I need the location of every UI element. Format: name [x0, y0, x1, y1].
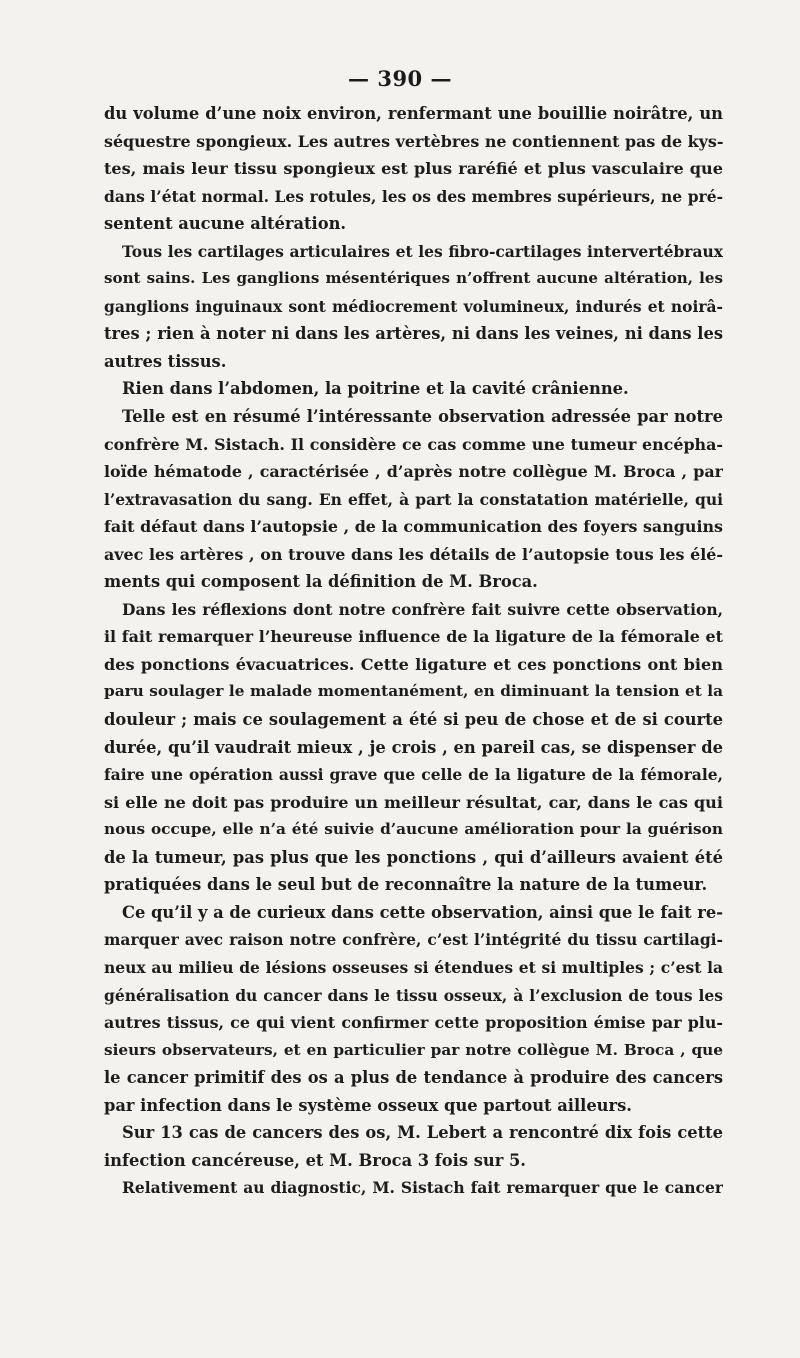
text-line: ganglions inguinaux sont médiocrement volumineux, indurés et noirâ- — [104, 296, 723, 316]
text-line: Relativement au diagnostic, M. Sistach fait remarquer que le cancer — [122, 1178, 723, 1198]
text-line: sont sains. Les ganglions mésentériques n’offrent aucune altération, les — [104, 269, 723, 288]
text-line: l’extravasation du sang. En effet, à part la constatation matérielle, qui — [104, 489, 723, 509]
text-line: loïde hématode , caractérisée , d’après notre collègue M. Broca , par — [104, 462, 723, 482]
body-text — [104, 100, 723, 1202]
text-line: tes, mais leur tissu spongieux est plus raréfié et plus vasculaire que — [104, 159, 723, 179]
text-line: autres tissus, ce qui vient confirmer cette proposition émise par plu- — [104, 1013, 723, 1033]
text-line: du volume d’une noix environ, renfermant une bouillie noirâtre, un — [104, 104, 723, 123]
text-line: de la tumeur, pas plus que les ponctions , qui d’ailleurs avaient été — [104, 847, 723, 867]
text-line: tres ; rien à noter ni dans les artères, ni dans les veines, ni dans les — [104, 324, 723, 344]
text-line: séquestre spongieux. Les autres vertèbres ne contiennent pas de kys- — [104, 131, 723, 151]
text-line: par infection dans le système osseux que partout ailleurs. — [104, 1095, 632, 1115]
text-line: il fait remarquer l’heureuse influence de la ligature de la fémorale et — [104, 627, 723, 647]
text-line: fait défaut dans l’autopsie , de la communication des foyers sanguins — [104, 517, 723, 537]
text-line: marquer avec raison notre confrère, c’est l’intégrité du tissu cartilagi- — [104, 930, 723, 950]
text-line: pratiquées dans le seul but de reconnaître la nature de la tumeur. — [104, 875, 708, 895]
text-line: généralisation du cancer dans le tissu osseux, à l’exclusion de tous les — [104, 985, 723, 1005]
text-line: confrère M. Sistach. Il considère ce cas comme une tumeur encépha- — [104, 434, 723, 454]
text-line: sieurs observateurs, et en particulier par notre collègue M. Broca , que — [104, 1040, 723, 1059]
text-line: paru soulager le malade momentanément, en diminuant la tension et la — [104, 682, 723, 701]
text-line: avec les artères , on trouve dans les détails de l’autopsie tous les élé- — [104, 544, 723, 564]
text-line: si elle ne doit pas produire un meilleur résultat, car, dans le cas qui — [104, 792, 723, 812]
text-line: neux au milieu de lésions osseuses si étendues et si multiples ; c’est la — [104, 957, 723, 977]
text-line: nous occupe, elle n’a été suivie d’aucune amélioration pour la guérison — [104, 820, 723, 839]
text-line: infection cancéreuse, et M. Broca 3 fois sur 5. — [104, 1150, 526, 1170]
text-line: faire une opération aussi grave que celle de la ligature de la fémorale, — [104, 765, 723, 785]
text-line: le cancer primitif des os a plus de tendance à produire des cancers — [104, 1068, 723, 1088]
text-line: autres tissus. — [104, 351, 227, 371]
text-line: des ponctions évacuatrices. Cette ligature et ces ponctions ont bien — [104, 654, 723, 674]
text-line: Tous les cartilages articulaires et les fibro-cartilages intervertébraux — [122, 241, 723, 261]
text-line: dans l’état normal. Les rotules, les os des membres supérieurs, ne pré- — [104, 186, 723, 206]
text-line: Telle est en résumé l’intéressante observation adressée par notre — [122, 407, 723, 427]
text-line: douleur ; mais ce soulagement a été si peu de chose et de si courte — [104, 710, 723, 730]
text-line: Rien dans l’abdomen, la poitrine et la cavité crânienne. — [122, 379, 629, 399]
page-number: — 390 — — [348, 66, 452, 91]
text-line: Dans les réflexions dont notre confrère fait suivre cette observation, — [122, 599, 723, 619]
text-line: ments qui composent la définition de M. Broca. — [104, 572, 538, 592]
text-line: Ce qu’il y a de curieux dans cette observation, ainsi que le fait re- — [122, 902, 723, 922]
text-line: durée, qu’il vaudrait mieux , je crois , en pareil cas, se dispenser de — [104, 737, 723, 757]
text-line: Sur 13 cas de cancers des os, M. Lebert a rencontré dix fois cette — [122, 1123, 723, 1143]
text-line: sentent aucune altération. — [104, 214, 347, 234]
